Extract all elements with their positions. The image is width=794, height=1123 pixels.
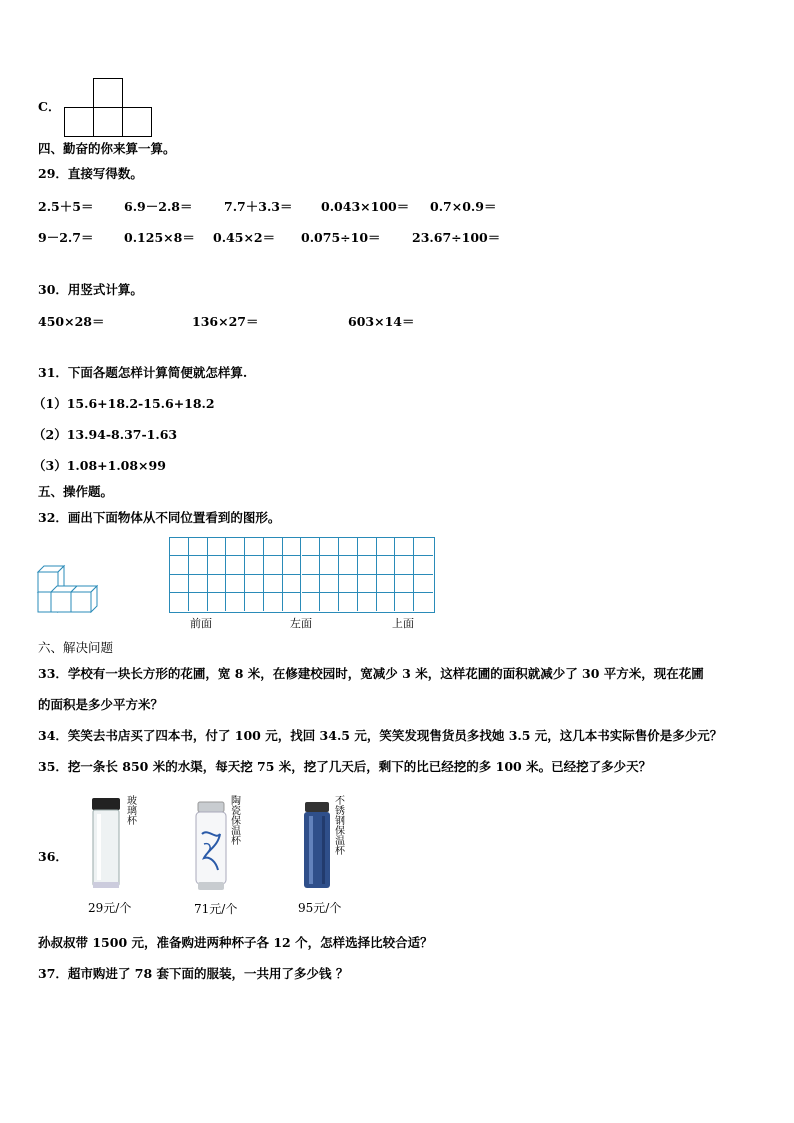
grid-cell[interactable] xyxy=(320,538,339,556)
q29-item: 0.125×8＝ xyxy=(124,230,195,245)
ceramic-cup-name: 陶瓷保温杯 xyxy=(231,796,241,847)
grid-cell[interactable] xyxy=(208,538,227,556)
glass-cup-price: 29元/个 xyxy=(88,901,132,915)
grid-cell[interactable] xyxy=(358,593,377,611)
glass-cup-name: 玻璃杯 xyxy=(127,796,137,827)
q29-item: 9－2.7＝ xyxy=(38,230,94,245)
grid-cell[interactable] xyxy=(283,575,302,593)
grid-cell[interactable] xyxy=(226,538,245,556)
q29-title: 29．直接写得数。 xyxy=(38,166,143,181)
grid-cell[interactable] xyxy=(208,593,227,611)
grid-cell[interactable] xyxy=(264,556,283,574)
grid-cell[interactable] xyxy=(208,575,227,593)
q31-item: （3）1.08+1.08×99 xyxy=(33,458,166,473)
q33-line2: 的面积是多少平方米？ xyxy=(38,697,164,712)
grid-cell[interactable] xyxy=(320,575,339,593)
q29-item: 0.043×100＝ xyxy=(321,199,410,214)
grid-cell[interactable] xyxy=(358,538,377,556)
grid-cell[interactable] xyxy=(339,593,358,611)
grid-cell[interactable] xyxy=(189,575,208,593)
q29-item: 7.7＋3.3＝ xyxy=(224,199,293,214)
ceramic-cup-image xyxy=(194,800,228,892)
q32-title: 32．画出下面物体从不同位置看到的图形。 xyxy=(38,510,281,525)
q29-item: 23.67÷100＝ xyxy=(412,230,501,245)
grid-cell[interactable] xyxy=(339,538,358,556)
section-4-title: 四、勤奋的你来算一算。 xyxy=(38,141,176,156)
q30-item: 450×28＝ xyxy=(38,314,105,329)
steel-cup-image xyxy=(302,800,332,892)
grid-cell[interactable] xyxy=(302,538,321,556)
glass-cup-image xyxy=(88,796,124,892)
steel-cup-price: 95元/个 xyxy=(298,901,342,915)
q29-item: 2.5＋5＝ xyxy=(38,199,94,214)
grid-cell[interactable] xyxy=(226,593,245,611)
grid-cell[interactable] xyxy=(283,593,302,611)
grid-cell[interactable] xyxy=(395,538,414,556)
grid-cell[interactable] xyxy=(414,556,433,574)
grid-cell[interactable] xyxy=(189,593,208,611)
grid-cell[interactable] xyxy=(339,575,358,593)
grid-cell[interactable] xyxy=(283,538,302,556)
q34-text: 34．笑笑去书店买了四本书，付了 100 元，找回 34.5 元，笑笑发现售货员多找她 3.5 元，这几本书实际售价是多少元？ xyxy=(38,728,723,743)
q36-question: 孙叔叔带 1500 元，准备购进两种杯子各 12 个，怎样选择比较合适？ xyxy=(38,935,433,950)
q31-title: 31．下面各题怎样计算简便就怎样算. xyxy=(38,365,248,380)
section-6-title: 六、解决问题 xyxy=(38,640,114,655)
q31-item: （2）13.94-8.37-1.63 xyxy=(33,427,178,442)
grid-cell[interactable] xyxy=(226,575,245,593)
grid-label-front: 前面 xyxy=(190,617,212,630)
grid-cell[interactable] xyxy=(245,593,264,611)
q30-item: 136×27＝ xyxy=(192,314,259,329)
ceramic-cup-price: 71元/个 xyxy=(194,902,238,916)
grid-cell[interactable] xyxy=(245,575,264,593)
grid-cell[interactable] xyxy=(226,556,245,574)
q37-text: 37．超市购进了 78 套下面的服装，一共用了多少钱 ？ xyxy=(38,966,349,981)
q36-number: 36． xyxy=(38,849,68,864)
q29-item: 6.9－2.8＝ xyxy=(124,199,193,214)
q31-item: （1）15.6+18.2-15.6+18.2 xyxy=(33,396,215,411)
section-5-title: 五、操作题。 xyxy=(38,484,114,499)
grid-cell[interactable] xyxy=(208,556,227,574)
grid-cell[interactable] xyxy=(395,593,414,611)
grid-cell[interactable] xyxy=(395,575,414,593)
grid-label-top: 上面 xyxy=(392,617,414,630)
q30-item: 603×14＝ xyxy=(348,314,415,329)
steel-cup-name: 不锈钢保温杯 xyxy=(335,796,345,857)
q35-text: 35．挖一条长 850 米的水渠，每天挖 75 米，挖了几天后，剩下的比已经挖的多 100 米。已经挖了多少天？ xyxy=(38,759,652,774)
grid-cell[interactable] xyxy=(302,593,321,611)
grid-cell[interactable] xyxy=(414,538,433,556)
grid-cell[interactable] xyxy=(395,556,414,574)
grid-cell[interactable] xyxy=(245,556,264,574)
grid-cell[interactable] xyxy=(377,575,396,593)
grid-cell[interactable] xyxy=(264,593,283,611)
grid-cell[interactable] xyxy=(320,556,339,574)
grid-cell[interactable] xyxy=(170,575,189,593)
grid-cell[interactable] xyxy=(377,593,396,611)
grid-cell[interactable] xyxy=(170,593,189,611)
grid-cell[interactable] xyxy=(358,575,377,593)
grid-cell[interactable] xyxy=(358,556,377,574)
grid-cell[interactable] xyxy=(339,556,358,574)
q30-title: 30．用竖式计算。 xyxy=(38,282,143,297)
grid-cell[interactable] xyxy=(283,556,302,574)
grid-cell[interactable] xyxy=(170,538,189,556)
grid-cell[interactable] xyxy=(377,556,396,574)
q29-item: 0.075÷10＝ xyxy=(301,230,381,245)
grid-cell[interactable] xyxy=(189,556,208,574)
grid-label-left: 左面 xyxy=(290,617,312,630)
q33-line1: 33．学校有一块长方形的花圃，宽 8 米，在修建校园时，宽减少 3 米，这样花圃的面积就减少了 30 平方米，现在花圃 xyxy=(38,666,704,681)
grid-cell[interactable] xyxy=(302,575,321,593)
grid-cell[interactable] xyxy=(377,538,396,556)
grid-cell[interactable] xyxy=(245,538,264,556)
grid-cell[interactable] xyxy=(320,593,339,611)
option-c-label: C． xyxy=(38,99,61,114)
grid-cell[interactable] xyxy=(170,556,189,574)
q29-item: 0.7×0.9＝ xyxy=(430,199,497,214)
grid-cell[interactable] xyxy=(264,575,283,593)
grid-cell[interactable] xyxy=(414,575,433,593)
grid-cell[interactable] xyxy=(189,538,208,556)
q29-item: 0.45×2＝ xyxy=(213,230,276,245)
grid-cell[interactable] xyxy=(414,593,433,611)
drawing-grid[interactable] xyxy=(169,537,435,613)
cube-stack-figure xyxy=(36,561,98,613)
grid-cell[interactable] xyxy=(302,556,321,574)
grid-cell[interactable] xyxy=(264,538,283,556)
